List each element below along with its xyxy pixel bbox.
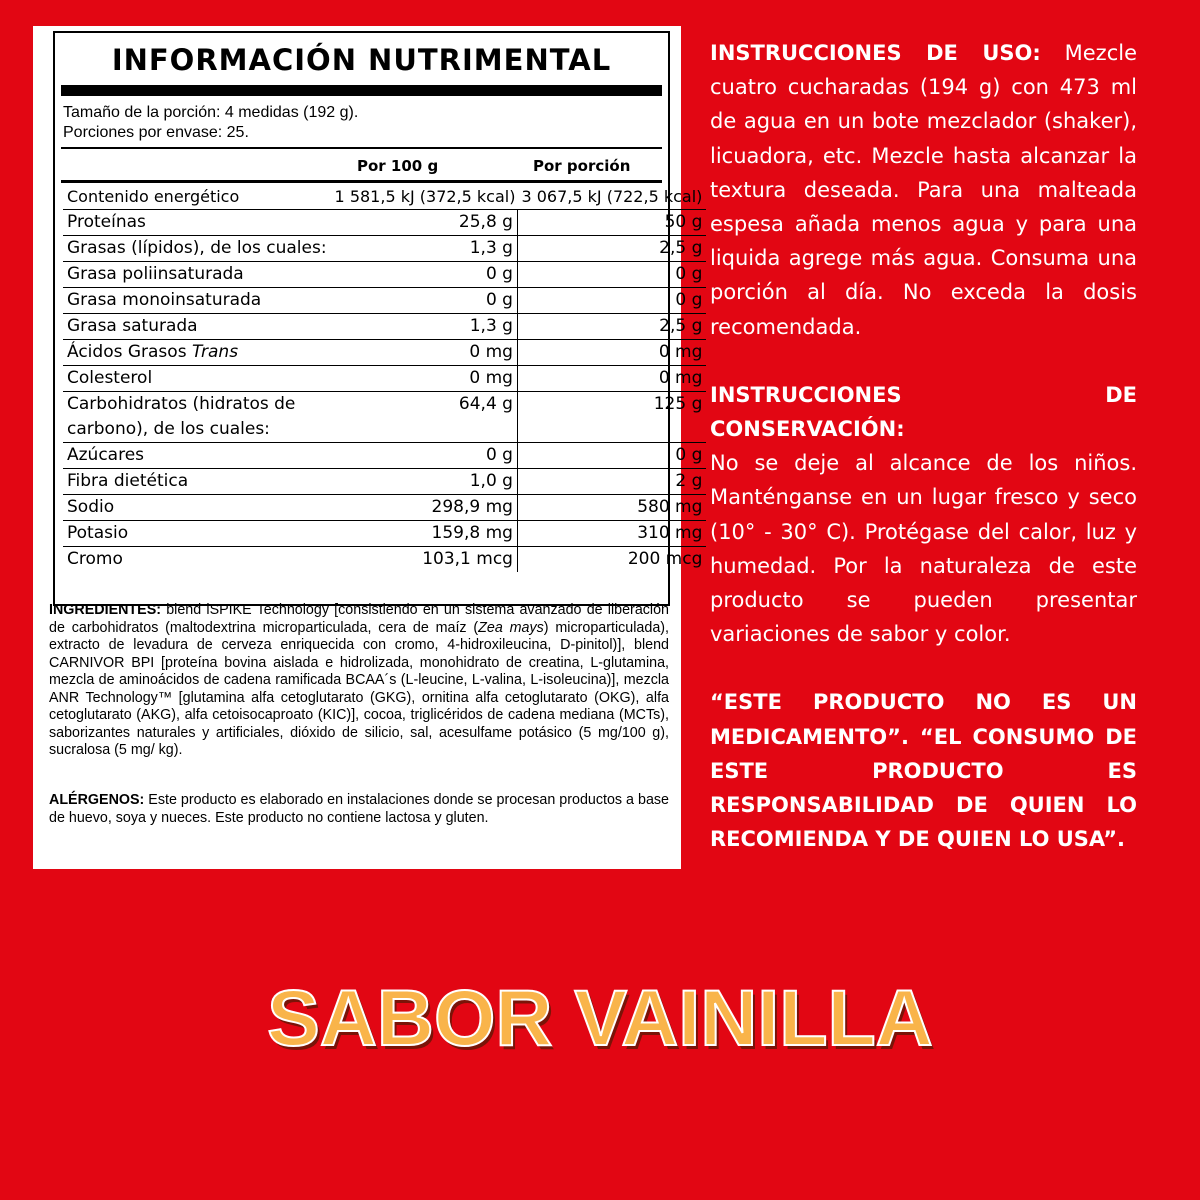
nutrition-row xyxy=(63,288,706,314)
column-per-100g: Por 100 g xyxy=(357,157,439,175)
nutrient-per-100g: 0 g xyxy=(331,288,518,314)
nutrient-per-100g: 0 mg xyxy=(331,366,518,392)
nutrient-per-100g: 1,3 g xyxy=(331,314,518,340)
column-per-serving: Por porción xyxy=(533,157,631,175)
nutrition-row xyxy=(63,340,706,366)
storage-instructions xyxy=(710,378,1137,652)
nutrient-per-serving: 2 g xyxy=(517,469,706,495)
nutrition-header-row xyxy=(61,153,662,179)
allergens-text xyxy=(49,792,669,827)
nutrient-per-100g: 298,9 mg xyxy=(331,495,518,521)
nutrient-name: Grasas (lípidos), de los cuales: xyxy=(63,236,331,262)
nutrient-name: Proteínas xyxy=(63,210,331,236)
nutrient-per-serving: 200 mcg xyxy=(627,549,703,569)
title-divider xyxy=(61,85,662,96)
nutrient-name: Grasa poliinsaturada xyxy=(63,262,331,288)
serving-info xyxy=(63,103,358,143)
nutrient-name: Grasa monoinsaturada xyxy=(63,288,331,314)
nutrient-per-serving: 310 mg xyxy=(517,521,706,547)
usage-instructions xyxy=(710,36,1137,344)
ingredients-text xyxy=(49,602,669,760)
nutrient-per-serving: 50 g xyxy=(517,210,706,236)
nutrient-per-100g: 1,3 g xyxy=(331,236,518,262)
nutrient-per-100g: 103,1 mcg xyxy=(331,547,518,573)
nutrient-per-100g: 1,0 g xyxy=(331,469,518,495)
nutrition-title: INFORMACIÓN NUTRIMENTAL xyxy=(111,43,612,77)
ingredients-body-b: ) microparticulada), extracto de levadura de cerveza enriquecida con cromo, 4-hidroxileucina, D-pinitol)], blend CARNIVOR BPI [proteína bovina aislada e hidrolizada, monohidrato de creatina, L-glutamina, mezcla de aminoácidos de cadena ramificada BCAA´s (L-leucine, L-valina, L-isoleucina)], mezcla ANR Technology™ [glutamina alfa cetoglutarato (GKG), ornitina alfa cetoglutarato (OKG), alfa cetoglutarato (AKG), alfa cetoisocaproato (KIC)], cocoa, triglicéridos de cadena mediana (MCTs), saborizantes naturales y artificiales, dióxido de silicio, sal, acesulfame potásico (5 mg/100 g), sucralosa (5 mg/ kg). xyxy=(49,619,669,758)
nutrient-name: Colesterol xyxy=(63,366,331,392)
nutrition-row xyxy=(63,236,706,262)
nutrient-name: Grasa saturada xyxy=(63,314,331,340)
nutrient-per-100g: 1 581,5 kJ (372,5 kcal) xyxy=(331,184,518,210)
nutrition-row xyxy=(63,314,706,340)
allergens-body: Este producto es elaborado en instalaciones donde se procesan productos a base de huevo, soya y nueces. Este producto no contiene lactosa y gluten. xyxy=(49,792,669,826)
nutrient-per-serving: 0 g xyxy=(517,262,706,288)
ingredients-italic: Zea mays xyxy=(478,619,544,636)
nutrition-panel xyxy=(33,26,703,869)
nutrient-per-serving: 0 g xyxy=(517,443,706,469)
nutrient-per-100g: 0 mg xyxy=(331,340,518,366)
nutrient-per-100g: 64,4 g xyxy=(331,392,518,443)
nutrition-row xyxy=(63,262,706,288)
nutrition-facts-box xyxy=(53,31,703,606)
nutrient-name: Carbohidratos (hidratos de carbono), de los cuales: xyxy=(63,392,331,443)
nutrient-name: Potasio xyxy=(63,521,331,547)
nutrition-row xyxy=(63,210,706,236)
nutrient-per-serving: 0 mg xyxy=(517,340,706,366)
nutrient-per-100g: 25,8 g xyxy=(331,210,518,236)
nutrient-name: Azúcares xyxy=(63,443,331,469)
nutrition-row xyxy=(63,547,706,573)
header-divider xyxy=(61,180,662,183)
nutrient-per-100g: 0 g xyxy=(331,443,518,469)
nutrient-name: Sodio xyxy=(63,495,331,521)
servings-per-container: Porciones por envase: 25. xyxy=(63,124,249,141)
usage-text: Mezcle cuatro cucharadas (194 g) con 473 ml de agua en un bote mezclador (shaker), licuadora, etc. Mezcle hasta alcanzar la textura deseada. Para una malteada espesa añada menos agua y para una liquida agrege más agua. Consuma una porción al día. No exceda la dosis recomendada. xyxy=(710,41,1137,339)
instructions-column xyxy=(710,36,1137,890)
storage-heading: INSTRUCCIONES DE CONSERVACIÓN: xyxy=(710,382,1137,442)
nutrient-per-serving: 3 067,5 kJ (722,5 kcal) xyxy=(517,184,706,210)
storage-text: No se deje al alcance de los niños. Manténganse en un lugar fresco y seco (10° - 30° C). Protégase del calor, luz y humedad. Por la naturaleza de este producto se pueden presentar variaciones de sabor y color. xyxy=(710,451,1137,647)
nutrient-per-serving: 2,5 g xyxy=(517,314,706,340)
nutrient-per-100g: 0 g xyxy=(331,262,518,288)
nutrition-row xyxy=(63,184,706,210)
nutrient-name: Fibra dietética xyxy=(63,469,331,495)
nutrient-name: Ácidos Grasos Trans xyxy=(63,340,331,366)
nutrition-row xyxy=(63,521,706,547)
ingredients-body-a: blend iSPIKE Technology [consistiendo en un sistema avanzado de liberación de carbohidratos (maltodextrina microparticulada, cera de maíz ( xyxy=(49,602,669,636)
usage-heading: INSTRUCCIONES DE USO: xyxy=(710,41,1041,65)
nutrition-row xyxy=(63,443,706,469)
flavor-title: SABOR VAINILLA xyxy=(267,973,933,1062)
nutrient-name: Cromo xyxy=(67,549,123,569)
nutrition-row xyxy=(63,469,706,495)
nutrition-table xyxy=(63,184,706,572)
nutrition-row xyxy=(63,366,706,392)
nutrition-row xyxy=(63,392,706,443)
nutrition-row xyxy=(63,495,706,521)
ingredients-label: INGREDIENTES: xyxy=(49,602,162,618)
serving-size: Tamaño de la porción: 4 medidas (192 g). xyxy=(63,104,359,121)
medical-warning: “ESTE PRODUCTO NO ES UN MEDICAMENTO”. “EL CONSUMO DE ESTE PRODUCTO ES RESPONSABILIDAD DE QUIEN LO RECOMIENDA Y DE QUIEN LO USA”. xyxy=(710,690,1137,852)
nutrient-name: Contenido energético xyxy=(63,184,331,210)
nutrient-per-serving: 2,5 g xyxy=(517,236,706,262)
nutrient-per-serving: 0 mg xyxy=(517,366,706,392)
nutrient-per-100g: 159,8 mg xyxy=(331,521,518,547)
nutrient-per-serving: 580 mg xyxy=(517,495,706,521)
nutrient-per-serving: 125 g xyxy=(517,392,706,443)
nutrient-per-serving: 0 g xyxy=(517,288,706,314)
serving-divider xyxy=(61,147,662,149)
allergens-label: ALÉRGENOS: xyxy=(49,792,145,808)
